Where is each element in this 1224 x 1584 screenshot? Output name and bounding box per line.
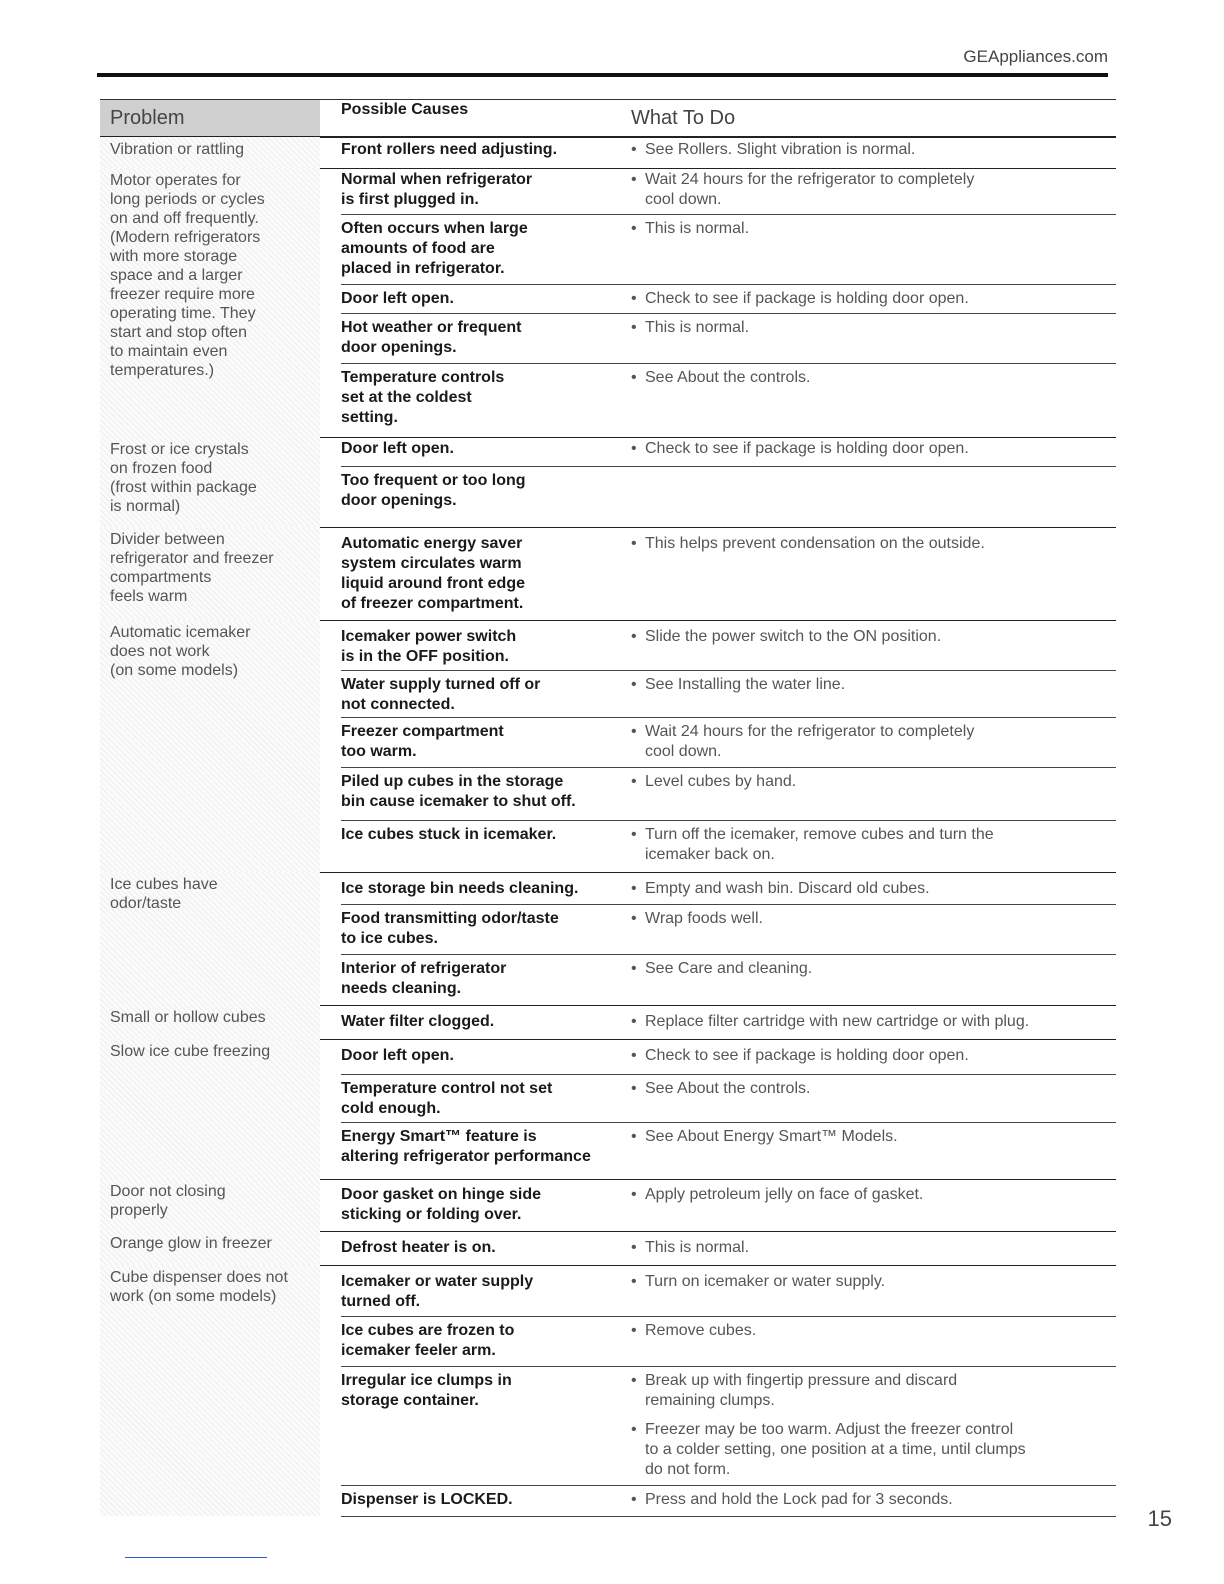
possible-cause: Piled up cubes in the storage bin cause icemaker to shut off. (341, 773, 576, 810)
what-to-do-item: • Level cubes by hand. (631, 772, 1115, 792)
problem-group (100, 1179, 1116, 1231)
what-to-do-item: • Turn on icemaker or water supply. (631, 1272, 1115, 1292)
possible-cause: Ice storage bin needs cleaning. (341, 880, 579, 897)
what-to-do-item: • Replace filter cartridge with new cartridge or with plug. (631, 1012, 1115, 1032)
problem-cell (100, 437, 320, 527)
problem-cell (100, 1039, 320, 1179)
problem-group (100, 620, 1116, 872)
possible-cause: Hot weather or frequent door openings. (341, 319, 522, 356)
problem-cell (100, 1179, 320, 1231)
what-to-do-item: • This helps prevent condensation on the outside. (631, 534, 1115, 554)
possible-cause: Irregular ice clumps in storage container. (341, 1372, 512, 1409)
row-divider (341, 904, 1116, 905)
header-possible-causes: Possible Causes (341, 101, 469, 118)
possible-cause: Ice cubes are frozen to icemaker feeler arm. (341, 1322, 515, 1359)
what-to-do-item: • This is normal. (631, 219, 1115, 239)
what-to-do-item: • See About Energy Smart™ Models. (631, 1127, 1115, 1147)
what-to-do-item: • Remove cubes. (631, 1321, 1115, 1341)
possible-cause: Too frequent or too long door openings. (341, 472, 526, 509)
what-to-do-item: • This is normal. (631, 318, 1115, 338)
problem-text: Motor operates for long periods or cycles on and off frequently. (Modern refrigerators with more storage space and a larger freezer require more operating time. They start and stop often to maintain even temperatures.) (110, 172, 265, 379)
what-to-do-item: • Wrap foods well. (631, 909, 1115, 929)
what-to-do-item: • Break up with fingertip pressure and discard remaining clumps. (631, 1371, 1115, 1411)
problem-text: Vibration or rattling (110, 141, 244, 158)
possible-cause: Water filter clogged. (341, 1013, 495, 1030)
problem-text: Frost or ice crystals on frozen food (frost within package is normal) (110, 441, 257, 515)
what-to-do-item: • See Rollers. Slight vibration is normal. (631, 140, 1115, 160)
possible-cause: Freezer compartment too warm. (341, 723, 504, 760)
problem-cell (100, 527, 320, 620)
what-to-do-item: • Press and hold the Lock pad for 3 seconds. (631, 1490, 1115, 1510)
row-divider (341, 1074, 1116, 1075)
problem-group (100, 437, 1116, 527)
row-divider (341, 284, 1116, 285)
row-divider (341, 1366, 1116, 1367)
problem-group (100, 527, 1116, 620)
row-divider (341, 820, 1116, 821)
row-divider (341, 1122, 1116, 1123)
row-divider (341, 767, 1116, 768)
possible-cause: Door gasket on hinge side sticking or folding over. (341, 1186, 542, 1223)
problem-cell (100, 620, 320, 872)
possible-cause: Water supply turned off or not connected. (341, 676, 541, 713)
what-to-do-item: • See Installing the water line. (631, 675, 1115, 695)
problem-cell (100, 168, 320, 437)
possible-cause: Front rollers need adjusting. (341, 141, 558, 158)
possible-cause: Door left open. (341, 290, 454, 307)
row-divider (341, 1485, 1116, 1486)
possible-cause: Dispenser is LOCKED. (341, 1491, 513, 1508)
table-bottom-rule (341, 1516, 1116, 1517)
possible-cause: Automatic energy saver system circulates warm liquid around front edge of freezer compartment. (341, 535, 525, 612)
possible-cause: Icemaker power switch is in the OFF position. (341, 628, 517, 665)
what-to-do-item: • See About the controls. (631, 368, 1115, 388)
possible-cause: Energy Smart™ feature is altering refrigerator performance (341, 1128, 591, 1165)
what-to-do-item: • Wait 24 hours for the refrigerator to completely cool down. (631, 722, 1115, 762)
possible-cause: Ice cubes stuck in icemaker. (341, 826, 557, 843)
header-what-to-do: What To Do (631, 107, 736, 129)
what-to-do-item: • Check to see if package is holding door open. (631, 289, 1115, 309)
table-header (100, 99, 1116, 138)
possible-cause: Temperature controls set at the coldest setting. (341, 369, 505, 426)
problem-text: Door not closing properly (110, 1183, 226, 1219)
row-divider (341, 363, 1116, 364)
what-to-do-item: • Check to see if package is holding door open. (631, 439, 1115, 459)
possible-cause: Temperature control not set cold enough. (341, 1080, 553, 1117)
problem-text: Small or hollow cubes (110, 1009, 266, 1026)
possible-cause: Food transmitting odor/taste to ice cubes. (341, 910, 559, 947)
problem-group (100, 1005, 1116, 1039)
site-url: GEAppliances.com (963, 47, 1108, 66)
row-divider (341, 670, 1116, 671)
problem-text: Automatic icemaker does not work (on some models) (110, 624, 251, 679)
row-divider (341, 214, 1116, 215)
row-divider (341, 717, 1116, 718)
possible-cause: Icemaker or water supply turned off. (341, 1273, 534, 1310)
problem-group (100, 168, 1116, 437)
what-to-do-item: • See Care and cleaning. (631, 959, 1115, 979)
possible-cause: Interior of refrigerator needs cleaning. (341, 960, 507, 997)
possible-cause: Defrost heater is on. (341, 1239, 496, 1256)
row-divider (341, 466, 1116, 467)
what-to-do-item: • Empty and wash bin. Discard old cubes. (631, 879, 1115, 899)
what-to-do-item: • This is normal. (631, 1238, 1115, 1258)
problem-group (100, 1231, 1116, 1265)
problem-cell (100, 137, 320, 168)
header-rule (97, 73, 1108, 77)
problem-text: Orange glow in freezer (110, 1235, 272, 1252)
problem-group (100, 1265, 1116, 1516)
page-number: 15 (1147, 1506, 1172, 1531)
possible-cause: Often occurs when large amounts of food are placed in refrigerator. (341, 220, 528, 277)
what-to-do-item: • Wait 24 hours for the refrigerator to completely cool down. (631, 170, 1115, 210)
problem-cell (100, 1265, 320, 1516)
what-to-do-item: • Turn off the icemaker, remove cubes and turn the icemaker back on. (631, 825, 1115, 865)
problem-cell (100, 872, 320, 1005)
row-divider (341, 1316, 1116, 1317)
problem-text: Cube dispenser does not work (on some models) (110, 1269, 288, 1305)
row-divider (341, 954, 1116, 955)
problem-text: Ice cubes have odor/taste (110, 876, 218, 912)
footer-rule (125, 1557, 267, 1558)
problem-text: Divider between refrigerator and freezer compartments feels warm (110, 531, 274, 605)
row-divider (341, 313, 1116, 314)
problem-cell (100, 1231, 320, 1265)
what-to-do-item: • Freezer may be too warm. Adjust the freezer control to a colder setting, one position at a time, until clumps do not form. (631, 1420, 1115, 1480)
what-to-do-item: • Slide the power switch to the ON position. (631, 627, 1115, 647)
problem-group (100, 137, 1116, 168)
possible-cause: Door left open. (341, 440, 454, 457)
possible-cause: Door left open. (341, 1047, 454, 1064)
what-to-do-item: • Apply petroleum jelly on face of gasket. (631, 1185, 1115, 1205)
header-problem: Problem (100, 100, 320, 136)
problem-text: Slow ice cube freezing (110, 1043, 271, 1060)
possible-cause: Normal when refrigerator is first plugged in. (341, 171, 533, 208)
what-to-do-item: • Check to see if package is holding door open. (631, 1046, 1115, 1066)
what-to-do-item: • See About the controls. (631, 1079, 1115, 1099)
problem-group (100, 872, 1116, 1005)
problem-group (100, 1039, 1116, 1179)
problem-cell (100, 1005, 320, 1039)
